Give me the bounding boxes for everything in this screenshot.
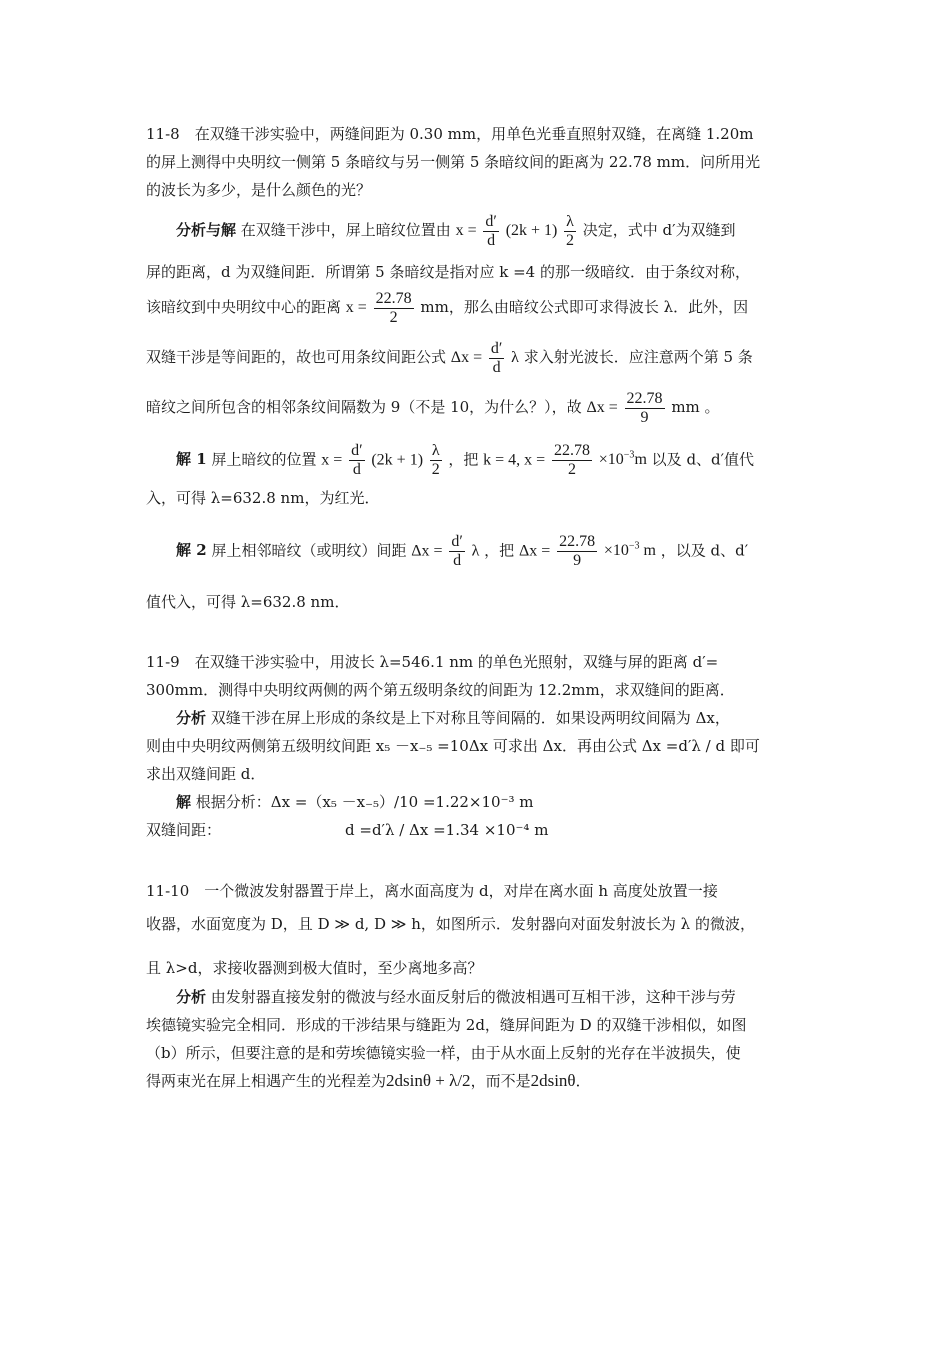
analysis-11-8-line-4: 双缝干涉是等间距的，故也可用条纹间距公式 Δx = $\frac{d'}{d}$ λ 求入射光波长．应注意两个第 5 条 xyxy=(146,339,753,376)
analysis-11-9-line-1: 分析 双缝干涉在屏上形成的条纹是上下对称且等间隔的．如果设两明纹间隔为 Δx， xyxy=(146,707,816,729)
solution-11-9-line-1: 解 根据分析：Δx =（x₅ －x₋₅）/10 =1.22×10⁻³ m xyxy=(146,791,816,813)
solution-11-8-1-cont: 入，可得 λ=632.8 nm，为红光． xyxy=(146,489,380,507)
solution-11-8-2: 解 2 屏上相邻暗纹（或明纹）间距 Δx = $\frac{d'}{d}$ λ ，把 Δx = $\frac{22.78}{9}$ $\times 10^{-3}$ m ，以及 d、d′ xyxy=(146,525,816,569)
analysis-heading: 分析 xyxy=(176,988,207,1006)
analysis-heading: 分析与解 xyxy=(176,221,237,239)
solution-11-8-1: 解 1 屏上暗纹的位置 x = $\frac{d'}{d}$ (2k + 1) $\frac{\lambda}{2}$ ，把 k = 4, x = $\frac{22.78}{2}$ $\times 10^{-3}m$ 以及 d、d′值代 xyxy=(146,434,816,478)
solution-heading: 解 1 xyxy=(176,450,207,469)
problem-11-9-line-2: 300mm．测得中央明纹两侧的两个第五级明条纹的间距为 12.2mm，求双缝间的距离． xyxy=(146,681,735,699)
problem-11-10-line-1: 11-10 一个微波发射器置于岸上，离水面高度为 d，对岸在离水面 h 高度处放置一接 xyxy=(146,882,718,900)
analysis-11-9-line-3: 求出双缝间距 d． xyxy=(146,765,266,783)
solution-11-9-line-2: 双缝间距： d =d′λ / Δx =1.34 ×10⁻⁴ m xyxy=(146,821,549,839)
analysis-11-10-line-4: 得两束光在屏上相遇产生的光程差为2dsinθ + λ/2，而不是2dsinθ． xyxy=(146,1071,591,1090)
problem-11-8-line-1: 11-8 在双缝干涉实验中，两缝间距为 0.30 mm，用单色光垂直照射双缝，在离缝 1.20m xyxy=(146,125,754,143)
analysis-11-8-line-5: 暗纹之间所包含的相邻条纹间隔数为 9（不是 10，为什么？），故 Δx = $\frac{22.78}{9}$ mm 。 xyxy=(146,389,720,426)
analysis-11-10-line-1: 分析 由发射器直接发射的微波与经水面反射后的微波相遇可互相干涉，这种干涉与劳 xyxy=(146,986,816,1008)
analysis-heading: 分析 xyxy=(176,709,207,727)
solution-11-8-2-cont: 值代入，可得 λ=632.8 nm． xyxy=(146,593,350,611)
problem-11-8-line-3: 的波长为多少，是什么颜色的光？ xyxy=(146,181,372,199)
problem-11-10-line-3: 且 λ>d，求接收器测到极大值时，至少离地多高？ xyxy=(146,959,483,977)
solution-heading: 解 xyxy=(176,793,192,811)
solution-heading: 解 2 xyxy=(176,541,207,560)
problem-11-9-line-1: 11-9 在双缝干涉实验中，用波长 λ=546.1 nm 的单色光照射，双缝与屏的距离 d′= xyxy=(146,653,719,671)
analysis-11-8-line-3: 该暗纹到中央明纹中心的距离 x = $\frac{22.78}{2}$ mm，那么由暗纹公式即可求得波长 λ．此外，因 xyxy=(146,289,749,326)
problem-11-8-line-2: 的屏上测得中央明纹一侧第 5 条暗纹与另一侧第 5 条暗纹间的距离为 22.78 mm．问所用光 xyxy=(146,153,761,171)
analysis-11-8-line-1: 分析与解 在双缝干涉中，屏上暗纹位置由 x = $\frac{d'}{d}$ (2k + 1) $\frac{\lambda}{2}$ 决定，式中 d′为双缝到 xyxy=(146,210,816,250)
analysis-11-9-line-2: 则由中央明纹两侧第五级明纹间距 x₅ －x₋₅ =10Δx 可求出 Δx．再由公式 Δx =d′λ / d 即可 xyxy=(146,737,760,755)
analysis-11-10-line-3: （b）所示，但要注意的是和劳埃德镜实验一样，由于从水面上反射的光存在半波损失，使 xyxy=(146,1044,741,1062)
problem-11-10-line-2: 收器，水面宽度为 D，且 D ≫ d, D ≫ h，如图所示．发射器向对面发射波长为 λ 的微波， xyxy=(146,915,755,933)
analysis-11-10-line-2: 埃德镜实验完全相同．形成的干涉结果与缝距为 2d，缝屏间距为 D 的双缝干涉相似，如图 xyxy=(146,1016,747,1034)
analysis-11-8-line-2: 屏的距离，d 为双缝间距．所谓第 5 条暗纹是指对应 k =4 的那一级暗纹．由于条纹对称， xyxy=(146,263,750,281)
